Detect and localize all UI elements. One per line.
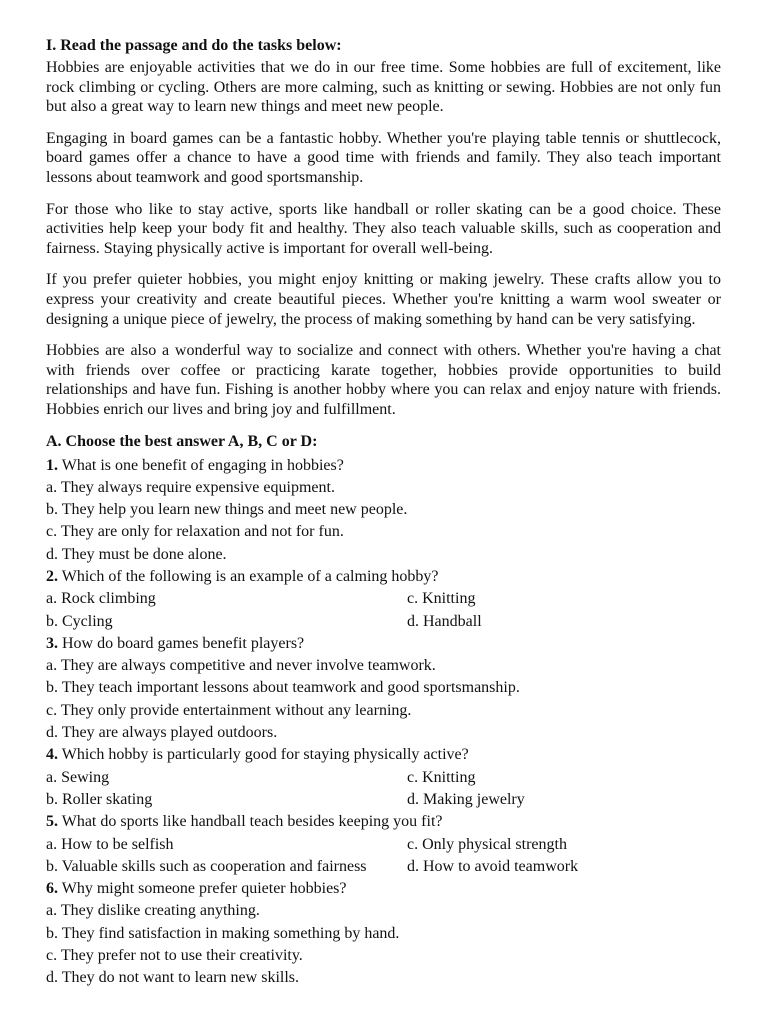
question-2-option-b[interactable]: b. Cycling <box>46 612 113 630</box>
question-number: 4. <box>46 746 58 764</box>
question-3 <box>46 633 721 744</box>
question-1-option-d[interactable]: d. They must be done alone. <box>46 545 227 563</box>
question-number: 2. <box>46 567 58 585</box>
question-6-stem <box>46 878 721 900</box>
question-6-option-d[interactable]: d. They do not want to learn new skills. <box>46 969 299 987</box>
question-text: Which of the following is an example of a calming hobby? <box>58 567 439 585</box>
question-1-option-c[interactable]: c. They are only for relaxation and not for fun. <box>46 523 344 541</box>
question-text: How do board games benefit players? <box>58 634 305 652</box>
question-5-option-a[interactable]: a. How to be selfish <box>46 835 174 853</box>
question-text: What is one benefit of engaging in hobbies? <box>58 456 344 474</box>
question-number: 5. <box>46 813 58 831</box>
question-4-stem <box>46 744 721 766</box>
question-5-option-c[interactable]: c. Only physical strength <box>407 835 567 853</box>
question-6-option-b[interactable]: b. They find satisfaction in making something by hand. <box>46 924 400 942</box>
question-5-option-d[interactable]: d. How to avoid teamwork <box>407 857 579 875</box>
question-4 <box>46 744 721 811</box>
question-3-option-b[interactable]: b. They teach important lessons about teamwork and good sportsmanship. <box>46 679 520 697</box>
question-1-option-a[interactable]: a. They always require expensive equipment. <box>46 478 335 496</box>
question-2-option-c[interactable]: c. Knitting <box>407 590 476 608</box>
question-2 <box>46 566 721 633</box>
passage-paragraph-4: If you prefer quieter hobbies, you might enjoy knitting or making jewelry. These crafts allow you to express your creativity and create beautiful pieces. Whether you're knitting a warm wool sweater or designing a unique piece of jewelry, the process of making something by hand can be very satisfying. <box>46 271 721 328</box>
question-5-option-b[interactable]: b. Valuable skills such as cooperation and fairness <box>46 857 367 875</box>
question-1-stem <box>46 455 721 477</box>
question-3-option-c[interactable]: c. They only provide entertainment without any learning. <box>46 701 412 719</box>
question-4-option-c[interactable]: c. Knitting <box>407 768 476 786</box>
question-1 <box>46 455 721 566</box>
question-text: Why might someone prefer quieter hobbies? <box>58 880 347 898</box>
question-6-option-a[interactable]: a. They dislike creating anything. <box>46 902 260 920</box>
question-text: What do sports like handball teach besides keeping you fit? <box>58 813 443 831</box>
question-4-option-a[interactable]: a. Sewing <box>46 768 110 786</box>
question-5 <box>46 811 721 878</box>
question-1-option-b[interactable]: b. They help you learn new things and meet new people. <box>46 501 408 519</box>
worksheet-page <box>46 36 721 990</box>
question-4-options <box>46 767 721 812</box>
question-6 <box>46 878 721 989</box>
question-2-stem <box>46 566 721 588</box>
passage-paragraph-2: Engaging in board games can be a fantastic hobby. Whether you're playing table tennis or shuttlecock, board games offer a chance to have a good time with friends and family. They also teach important lessons about teamwork and good sportsmanship. <box>46 129 721 186</box>
passage-paragraph-1: Hobbies are enjoyable activities that we do in our free time. Some hobbies are full of excitement, like rock climbing or cycling. Others are more calming, such as knitting or sewing. Hobbies are not only fun but also a great way to learn new things and meet new people. <box>46 59 721 116</box>
passage-paragraph-3: For those who like to stay active, sports like handball or roller skating can be a good choice. These activities help keep your body fit and healthy. They also teach valuable skills, such as cooperation and fairness. Staying physically active is important for overall well-being. <box>46 200 721 257</box>
question-2-options <box>46 588 721 633</box>
question-4-option-b[interactable]: b. Roller skating <box>46 790 153 808</box>
section-title: I. Read the passage and do the tasks below: <box>46 37 342 54</box>
question-4-option-d[interactable]: d. Making jewelry <box>407 790 525 808</box>
question-number: 6. <box>46 880 58 898</box>
question-5-options <box>46 834 721 879</box>
question-3-stem <box>46 633 721 655</box>
question-number: 1. <box>46 456 58 474</box>
question-text: Which hobby is particularly good for staying physically active? <box>58 746 469 764</box>
task-a-title: A. Choose the best answer A, B, C or D: <box>46 432 318 450</box>
question-3-option-d[interactable]: d. They are always played outdoors. <box>46 724 278 742</box>
question-number: 3. <box>46 634 58 652</box>
question-6-option-c[interactable]: c. They prefer not to use their creativity. <box>46 947 303 965</box>
question-2-option-d[interactable]: d. Handball <box>407 612 482 630</box>
question-5-stem <box>46 811 721 833</box>
question-2-option-a[interactable]: a. Rock climbing <box>46 590 156 608</box>
passage-paragraph-5: Hobbies are also a wonderful way to socialize and connect with others. Whether you're having a chat with friends over coffee or practicing karate together, hobbies provide opportunities to build relationships and have fun. Fishing is another hobby where you can relax and enjoy nature with friends. Hobbies enrich our lives and bring joy and fulfillment. <box>46 342 721 418</box>
question-3-option-a[interactable]: a. They are always competitive and never involve teamwork. <box>46 657 436 675</box>
